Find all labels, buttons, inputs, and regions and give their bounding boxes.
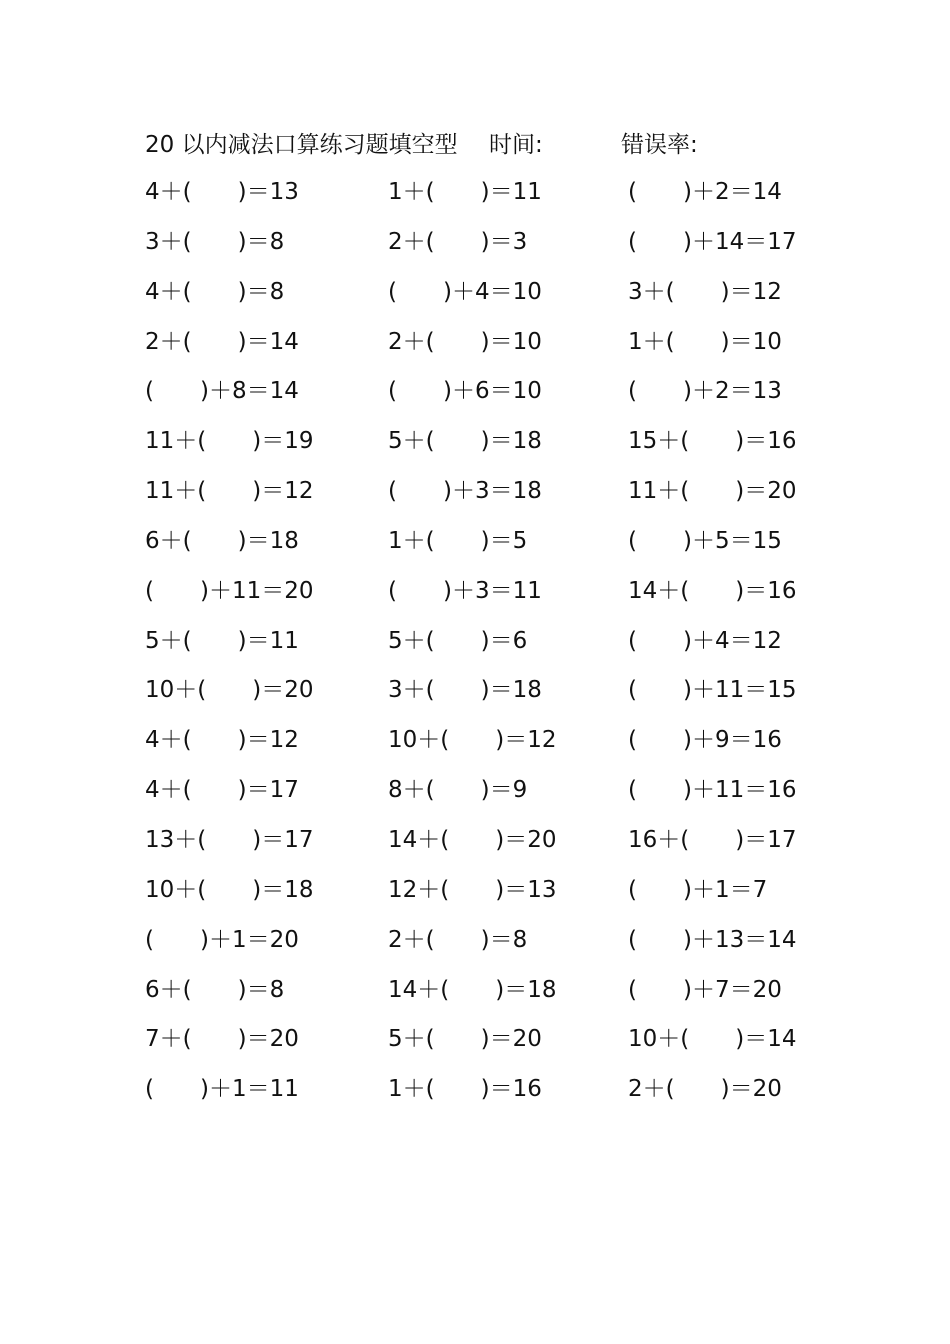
math-problem: ( )＋5＝15: [628, 527, 782, 554]
problem-row: [0, 571, 950, 621]
problem-row: [0, 172, 950, 222]
math-problem: ( )＋2＝13: [628, 378, 782, 405]
math-problem: ( )＋6＝10: [388, 378, 542, 405]
math-problem: ( )＋1＝20: [145, 926, 299, 953]
problem-row: [0, 222, 950, 272]
worksheet-header: [145, 126, 845, 160]
math-problem: ( )＋1＝11: [145, 1076, 299, 1103]
math-problem: 10＋( )＝12: [388, 727, 557, 754]
math-problem: ( )＋3＝18: [388, 478, 542, 505]
math-problem: ( )＋1＝7: [628, 876, 768, 903]
math-problem: 1＋( )＝11: [388, 179, 542, 205]
math-problem: 11＋( )＝20: [628, 478, 797, 505]
math-problem: 10＋( )＝18: [145, 876, 314, 903]
math-problem: ( )＋2＝14: [628, 179, 782, 205]
problem-row: [0, 272, 950, 322]
math-problem: ( )＋3＝11: [388, 577, 542, 604]
math-problem: ( )＋8＝14: [145, 378, 299, 405]
math-problem: 11＋( )＝19: [145, 428, 314, 455]
problem-row: [0, 322, 950, 372]
math-problem: ( )＋13＝14: [628, 926, 797, 953]
math-problem: 2＋( )＝8: [388, 926, 528, 953]
math-problem: 4＋( )＝17: [145, 777, 299, 804]
math-problem: 1＋( )＝10: [628, 328, 782, 355]
math-problem: 5＋( )＝20: [388, 1026, 542, 1053]
problem-row: [0, 521, 950, 571]
math-problem: 1＋( )＝16: [388, 1076, 542, 1103]
math-problem: 3＋( )＝8: [145, 228, 285, 255]
math-problem: ( )＋11＝16: [628, 777, 797, 804]
problem-row: [0, 870, 950, 920]
math-problem: ( )＋11＝20: [145, 577, 314, 604]
math-problem: ( )＋14＝17: [628, 228, 797, 255]
problem-row: [0, 471, 950, 521]
math-problem: 10＋( )＝14: [628, 1026, 797, 1053]
math-problem: 5＋( )＝6: [388, 627, 528, 654]
problem-row: [0, 621, 950, 671]
math-problem: 5＋( )＝18: [388, 428, 542, 455]
problem-row: [0, 970, 950, 1020]
math-problem: 5＋( )＝11: [145, 627, 299, 654]
math-problem: 13＋( )＝17: [145, 826, 314, 853]
error-rate-label: 错误率:: [621, 132, 698, 158]
math-problem: 6＋( )＝8: [145, 976, 285, 1003]
math-problem: 6＋( )＝18: [145, 527, 299, 554]
math-problem: 8＋( )＝9: [388, 777, 528, 804]
problem-row: [0, 670, 950, 720]
math-problem: 2＋( )＝3: [388, 228, 528, 255]
math-problem: 1＋( )＝5: [388, 527, 528, 554]
math-problem: ( )＋11＝15: [628, 677, 797, 704]
math-problem: ( )＋7＝20: [628, 976, 782, 1003]
math-problem: 3＋( )＝12: [628, 278, 782, 305]
math-problem: 15＋( )＝16: [628, 428, 797, 455]
math-problem: 2＋( )＝14: [145, 328, 299, 355]
problem-row: [0, 1019, 950, 1069]
math-problem: 2＋( )＝10: [388, 328, 542, 355]
math-problem: 14＋( )＝16: [628, 577, 797, 604]
math-problem: 4＋( )＝13: [145, 179, 299, 205]
problem-row: [0, 421, 950, 471]
problem-row: [0, 820, 950, 870]
problem-row: [0, 1069, 950, 1119]
math-problem: ( )＋9＝16: [628, 727, 782, 754]
problem-row: [0, 720, 950, 770]
math-problem: 3＋( )＝18: [388, 677, 542, 704]
math-problem: ( )＋4＝10: [388, 278, 542, 305]
math-problem: 12＋( )＝13: [388, 876, 557, 903]
problem-grid: [0, 172, 950, 1119]
math-problem: 10＋( )＝20: [145, 677, 314, 704]
math-problem: ( )＋4＝12: [628, 627, 782, 654]
problem-row: [0, 371, 950, 421]
math-problem: 14＋( )＝18: [388, 976, 557, 1003]
math-problem: 2＋( )＝20: [628, 1076, 782, 1103]
worksheet-title: 20 以内减法口算练习题填空型: [145, 132, 458, 158]
math-problem: 4＋( )＝12: [145, 727, 299, 754]
time-label: 时间:: [489, 132, 543, 158]
math-problem: 7＋( )＝20: [145, 1026, 299, 1053]
math-problem: 11＋( )＝12: [145, 478, 314, 505]
problem-row: [0, 920, 950, 970]
problem-row: [0, 770, 950, 820]
math-problem: 14＋( )＝20: [388, 826, 557, 853]
math-problem: 16＋( )＝17: [628, 826, 797, 853]
math-problem: 4＋( )＝8: [145, 278, 285, 305]
